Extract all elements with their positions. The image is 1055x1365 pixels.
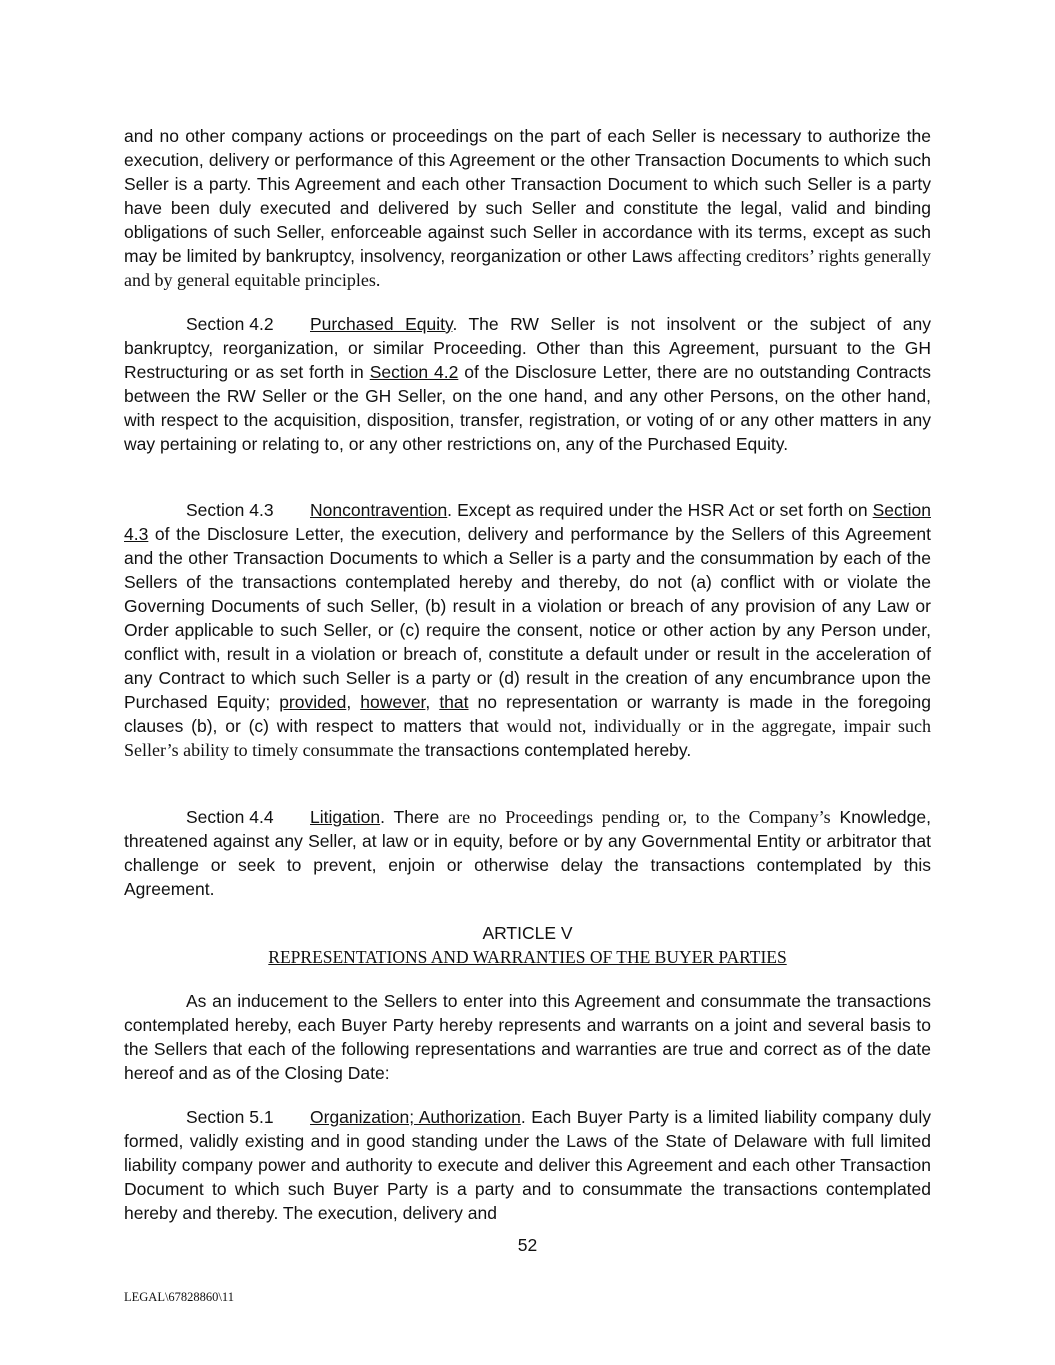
article-title: REPRESENTATIONS AND WARRANTIES OF THE BUYER PARTIES bbox=[268, 947, 787, 967]
section-title: Purchased Equity bbox=[310, 314, 453, 334]
section-4-3 bbox=[124, 498, 931, 762]
section-reference: Section 4.3 bbox=[124, 500, 931, 544]
section-title: Litigation bbox=[310, 807, 381, 827]
section-4-4 bbox=[124, 805, 931, 901]
that-term: that bbox=[439, 692, 469, 712]
section-text-serif: would not, individually or in the aggregate, impair such Seller’s ability to timely consummate the bbox=[124, 716, 931, 760]
document-id: LEGAL\67828860\11 bbox=[124, 1290, 234, 1304]
section-text: no representation or warranty is made in the foregoing clauses (b), or (c) with respect to matters that bbox=[124, 692, 932, 736]
however-term: however bbox=[360, 692, 426, 712]
section-label: Section 5.1 bbox=[186, 1107, 274, 1127]
paragraph-text-serif: affecting creditors’ rights generally and by general equitable principles. bbox=[124, 246, 932, 290]
section-text: of the Disclosure Letter, the execution, delivery and performance by the Sellers of this Agreement and the other Transaction Documents to which a Seller is a party and the consummation by each of the Sellers of the transactions contemplated hereby and thereby, do not (a) conflict with or violate the Governing Documents of such Seller, (b) result in a violation or breach of any provision of any Law or Order applicable to such Seller, or (c) require the consent, notice or other action by any Person under, conflict with, result in a violation or breach of, constitute a default under or result in the acceleration of any Contract to which such Seller is a party or (d) result in the creation of any encumbrance upon the Purchased Equity; bbox=[124, 524, 931, 712]
article-number: ARTICLE V bbox=[482, 923, 573, 943]
section-text: . There bbox=[380, 807, 449, 827]
section-text: . Except as required under the HSR Act or set forth on bbox=[447, 500, 873, 520]
paragraph-text: and no other company actions or proceedings on the part of each Seller is necessary to authorize the execution, delivery or performance of this Agreement or the other Transaction Documents to which such Seller is a party. This Agreement and each other Transaction Document to which such Seller is a party have been duly executed and delivered by such Seller and constitute the legal, valid and binding obligations of such Seller, enforceable against such Seller in accordance with its terms, except as such may be limited by bankruptcy, insolvency, reorganization or other Laws bbox=[124, 126, 931, 266]
section-text-serif: are no Proceedings pending or, to the Company’s bbox=[448, 807, 831, 827]
provided-term: provided bbox=[279, 692, 347, 712]
punctuation: , bbox=[425, 692, 440, 712]
section-label: Section 4.3 bbox=[186, 500, 274, 520]
section-5-1 bbox=[124, 1105, 931, 1225]
section-text: Knowledge, threatened against any Seller, at law or in equity, before or by any Governmental Entity or arbitrator that challenge or seek to prevent, enjoin or otherwise delay the transactions contemplated by this Agreement. bbox=[124, 807, 931, 899]
section-title: Noncontravention bbox=[310, 500, 448, 520]
section-text: . Each Buyer Party is a limited liability company duly formed, validly existing and in good standing under the Laws of the State of Delaware with full limited liability company power and authority to execute and deliver this Agreement and each other Transaction Document to which such Buyer Party is a party and to consummate the transactions contemplated hereby and thereby. The execution, delivery and bbox=[124, 1107, 931, 1223]
section-label: Section 4.4 bbox=[186, 807, 274, 827]
punctuation: , bbox=[346, 692, 361, 712]
section-text: . The RW Seller is not insolvent or the subject of any bankruptcy, reorganization, or similar Proceeding. Other than this Agreement, pursuant to the GH Restructuring or as set forth in bbox=[124, 314, 931, 382]
section-text: transactions contemplated hereby. bbox=[425, 740, 692, 760]
section-label: Section 4.2 bbox=[186, 314, 274, 334]
paragraph-continuation bbox=[124, 124, 931, 292]
section-4-2 bbox=[124, 312, 931, 456]
section-reference: Section 4.2 bbox=[369, 362, 459, 382]
page-number: 52 bbox=[517, 1235, 538, 1255]
section-text: of the Disclosure Letter, there are no outstanding Contracts between the RW Seller or the GH Seller, on the one hand, and any other Persons, on the other hand, with respect to the acquisition, disposition, transfer, registration, or voting of or any other matters in any way pertaining or relating to, or any other restrictions on, any of the Purchased Equity. bbox=[124, 362, 931, 454]
section-title: Organization; Authorization bbox=[310, 1107, 521, 1127]
article-intro: As an inducement to the Sellers to enter into this Agreement and consummate the transactions contemplated hereby, each Buyer Party hereby represents and warrants on a joint and several basis to the Sellers that each of the following representations and warranties are true and correct as of the date hereof and as of the Closing Date: bbox=[124, 991, 931, 1083]
